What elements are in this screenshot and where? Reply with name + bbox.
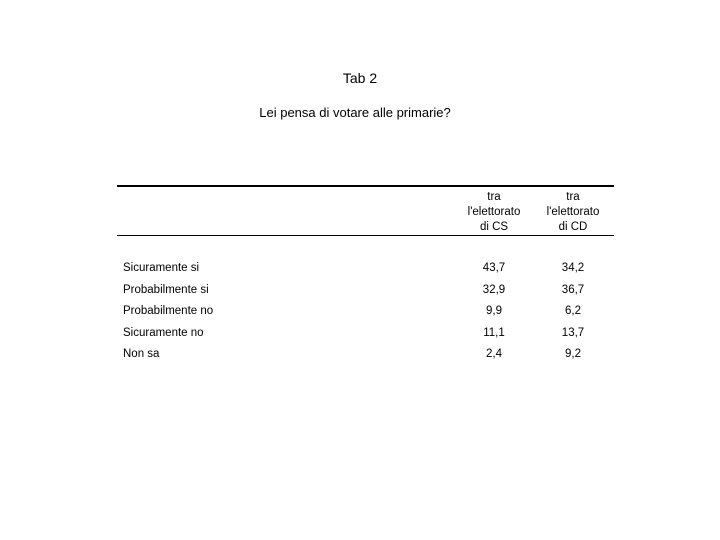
row-label: Non sa	[123, 348, 160, 360]
cell-cs-value: 2,4	[486, 348, 502, 360]
cell-cs-value: 11,1	[483, 327, 505, 339]
table-row	[0, 325, 720, 341]
cell-cs-value: 32,9	[482, 284, 506, 296]
cell-cd-value: 13,7	[561, 327, 585, 339]
survey-question-title: Lei pensa di votare alle primarie?	[259, 105, 451, 120]
column-header-cd: tra l'elettorato di CD	[546, 191, 600, 233]
row-label: Probabilmente si	[123, 284, 209, 296]
table-row	[0, 346, 720, 362]
table-row	[0, 303, 720, 319]
cell-cd-value: 6,2	[565, 305, 581, 317]
cell-cd-value: 36,7	[561, 284, 585, 296]
cell-cd-value: 9,2	[565, 348, 581, 360]
table-number: Tab 2	[342, 70, 378, 86]
cell-cs-value: 43,7	[482, 262, 506, 274]
table-row	[0, 260, 720, 276]
cell-cs-value: 9,9	[486, 305, 502, 317]
row-label: Sicuramente si	[123, 262, 200, 274]
table-top-rule	[117, 185, 614, 187]
table-header-rule	[117, 235, 614, 236]
row-label: Probabilmente no	[123, 305, 214, 317]
cell-cd-value: 34,2	[561, 262, 585, 274]
row-label: Sicuramente no	[123, 327, 204, 339]
column-header-cs: tra l'elettorato di CS	[467, 191, 521, 233]
table-row	[0, 282, 720, 298]
